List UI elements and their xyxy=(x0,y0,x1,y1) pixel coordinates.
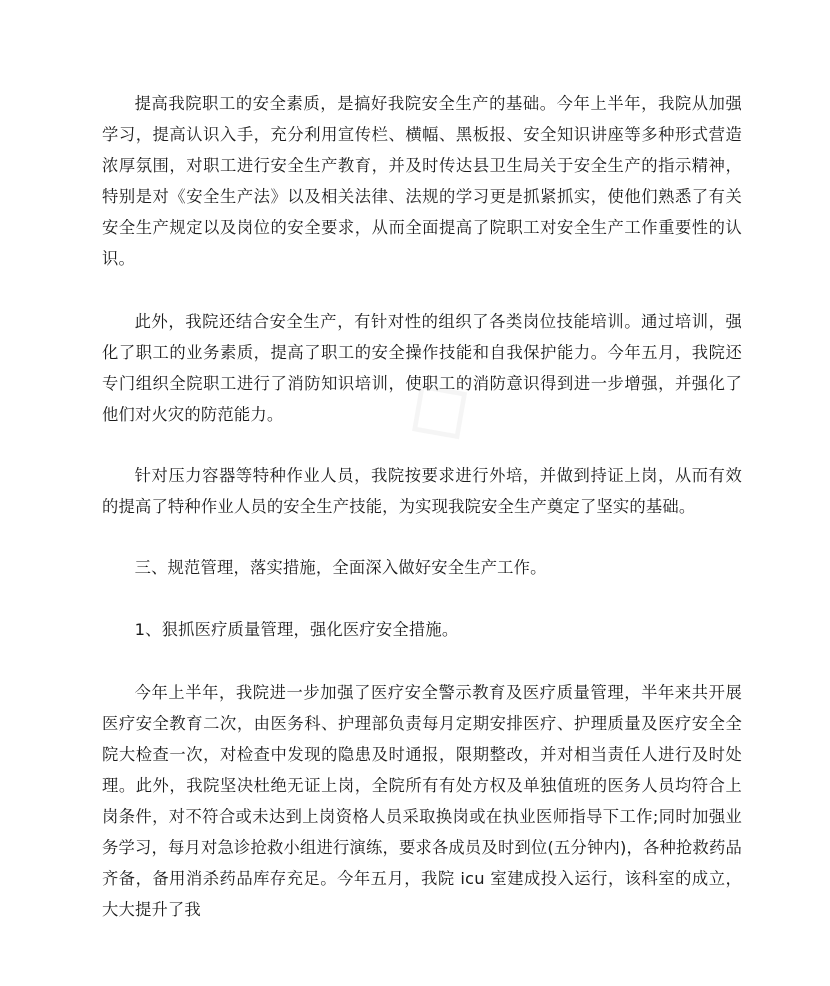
subsection-heading-1: 1、狠抓医疗质量管理，强化医疗安全措施。 xyxy=(134,620,459,639)
paragraph-skill-training: 此外，我院还结合安全生产，有针对性的组织了各类岗位技能培训。通过培训，强化了职工的业务素质，提高了职工的安全操作技能和自我保护能力。今年五月，我院还专门组织全院职工进行了消防知识培训，使职工的消防意识得到进一步增强，并强化了他们对火灾的防范能力。 xyxy=(102,312,742,424)
paragraph-safety-quality: 提高我院职工的安全素质，是搞好我院安全生产的基础。今年上半年，我院从加强学习，提高认识入手，充分利用宣传栏、横幅、黑板报、安全知识讲座等多种形式营造浓厚氛围，对职工进行安全生产教育，并及时传达县卫生局关于安全生产的指示精神，特别是对《安全生产法》以及相关法律、法规的学习更是抓紧抓实，使他们熟悉了有关安全生产规定以及岗位的安全要求，从而全面提高了院职工对安全生产工作重要性的认识。 xyxy=(102,94,742,268)
document-body xyxy=(102,88,742,925)
paragraph-medical-safety: 今年上半年，我院进一步加强了医疗安全警示教育及医疗质量管理，半年来共开展医疗安全教育二次，由医务科、护理部负责每月定期安排医疗、护理质量及医疗安全全院大检查一次，对检查中发现的隐患及时通报，限期整改，并对相当责任人进行及时处理。此外，我院坚决杜绝无证上岗，全院所有有处方权及单独值班的医务人员均符合上岗条件，对不符合或未达到上岗资格人员采取换岗或在执业医师指导下工作;同时加强业务学习，每月对急诊抢救小组进行演练，要求各成员及时到位(五分钟内)，各种抢救药品齐备，备用消杀药品库存充足。今年五月，我院 icu 室建成投入运行，该科室的成立，大大提升了我 xyxy=(102,683,742,919)
paragraph-special-operators: 针对压力容器等特种作业人员，我院按要求进行外培，并做到持证上岗，从而有效的提高了特种作业人员的安全生产技能，为实现我院安全生产奠定了坚实的基础。 xyxy=(102,466,742,516)
watermark: ◇ xyxy=(377,343,493,467)
section-heading-3: 三、规范管理，落实措施，全面深入做好安全生产工作。 xyxy=(134,558,547,577)
